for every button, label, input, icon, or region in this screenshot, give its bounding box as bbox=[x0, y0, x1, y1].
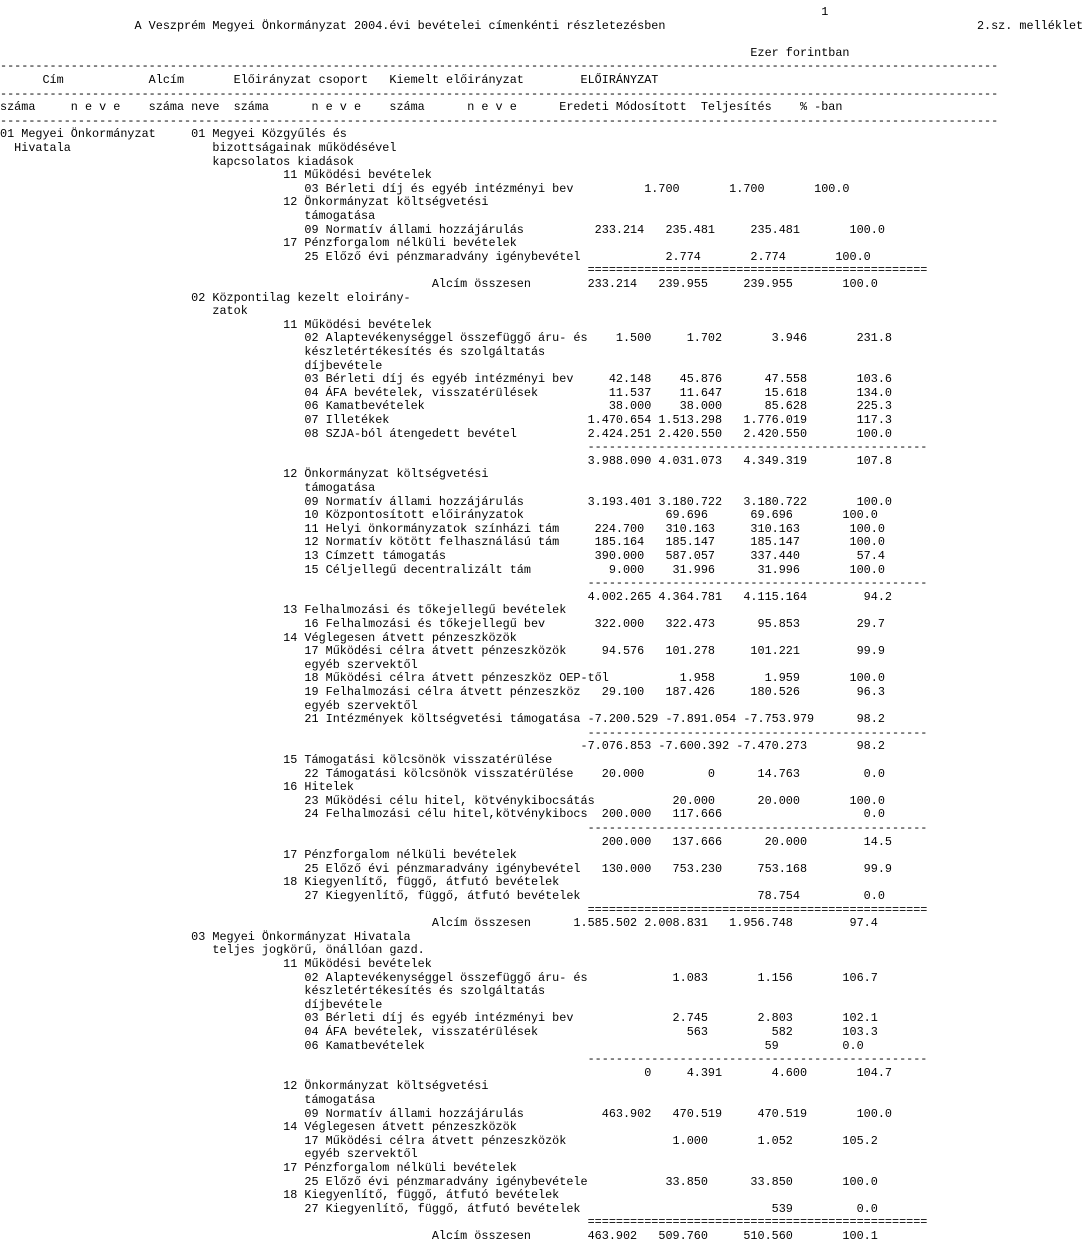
text-line: zatok bbox=[0, 304, 248, 319]
text-line: 02 Alaptevékenységgel összefüggő áru- és 1.083 1.156 106.7 bbox=[0, 970, 878, 985]
text-line: --------------------------------------------------------------------------------------------------------------------------------------------- bbox=[0, 86, 999, 101]
text-line: készletértékesítés és szolgáltatás bbox=[0, 345, 546, 359]
text-line: 23 Működési célu hitel, kötvénykibocsátás 20.000 20.000 100.0 bbox=[0, 793, 885, 808]
text-line: ================================================ bbox=[0, 263, 928, 278]
text-line: ================================================ bbox=[0, 1215, 928, 1230]
text-line: támogatása bbox=[0, 1093, 376, 1107]
text-line: 04 ÁFA bevételek, visszatérülések 563 582 103.3 bbox=[0, 1025, 878, 1039]
text-line: 14 Véglegesen átvett pénzeszközök bbox=[0, 630, 517, 645]
text-line: száma n e v e száma neve száma n e v e száma n e v e Eredeti Módosított Teljesítés % -ban bbox=[0, 100, 843, 115]
text-line: Alcím összesen 1.585.502 2.008.831 1.956.748 97.4 bbox=[0, 916, 878, 931]
text-line: támogatása bbox=[0, 209, 376, 223]
text-line: Ezer forintban bbox=[0, 45, 850, 60]
text-line: 06 Kamatbevételek 59 0.0 bbox=[0, 1038, 864, 1053]
text-line: 17 Pénzforgalom nélküli bevételek bbox=[0, 848, 517, 863]
text-line: 15 Támogatási kölcsönök visszatérülése bbox=[0, 753, 553, 767]
text-line: 17 Pénzforgalom nélküli bevételek bbox=[0, 236, 517, 251]
text-line: 09 Normatív állami hozzájárulás 463.902 470.519 470.519 100.0 bbox=[0, 1106, 892, 1121]
text-line: ------------------------------------------------ bbox=[0, 725, 928, 740]
text-line: 17 Pénzforgalom nélküli bevételek bbox=[0, 1161, 517, 1175]
text-line: 12 Önkormányzat költségvetési bbox=[0, 467, 489, 482]
text-line: 11 Működési bevételek bbox=[0, 957, 432, 971]
text-line: 27 Kiegyenlítő, függő, átfutó bevételek 539 0.0 bbox=[0, 1201, 878, 1216]
text-line: 07 Illetékek 1.470.654 1.513.298 1.776.019 117.3 bbox=[0, 413, 892, 427]
text-line: 03 Bérleti díj és egyéb intézményi bev 2.745 2.803 102.1 bbox=[0, 1011, 878, 1026]
text-line: 18 Kiegyenlítő, függő, átfutó bevételek bbox=[0, 875, 560, 890]
text-line: 16 Felhalmozási és tőkejellegű bev 322.000 322.473 95.853 29.7 bbox=[0, 617, 885, 631]
text-line: 01 Megyei Önkormányzat 01 Megyei Közgyűlés és bbox=[0, 127, 347, 142]
text-line: teljes jogkörű, önállóan gazd. bbox=[0, 943, 425, 958]
text-line: 08 SZJA-ból átengedett bevétel 2.424.251 2.420.550 2.420.550 100.0 bbox=[0, 426, 892, 441]
text-line bbox=[0, 33, 960, 47]
text-line: 0 4.391 4.600 104.7 bbox=[0, 1065, 892, 1080]
text-line: 27 Kiegyenlítő, függő, átfutó bevételek 78.754 0.0 bbox=[0, 889, 885, 903]
text-line: 25 Előző évi pénzmaradvány igénybevétel 2.774 2.774 100.0 bbox=[0, 249, 871, 264]
text-line: 02 Központilag kezelt eloirány- bbox=[0, 290, 411, 305]
text-line: ------------------------------------------------ bbox=[0, 1052, 928, 1067]
text-line: 11 Működési bevételek bbox=[0, 317, 432, 332]
text-line: 13 Címzett támogatás 390.000 587.057 337.440 57.4 bbox=[0, 549, 885, 563]
text-line: kapcsolatos kiadások bbox=[0, 154, 354, 169]
text-line: 03 Megyei Önkormányzat Hivatala bbox=[0, 929, 411, 944]
text-line: Hivatala bizottságainak működésével bbox=[0, 141, 397, 155]
text-line: 02 Alaptevékenységgel összefüggő áru- és 1.500 1.702 3.946 231.8 bbox=[0, 331, 892, 346]
text-line: ================================================ bbox=[0, 902, 928, 917]
text-line: 09 Normatív állami hozzájárulás 233.214 235.481 235.481 100.0 bbox=[0, 222, 885, 237]
text-line: ------------------------------------------------ bbox=[0, 440, 928, 455]
text-line: 11 Működési bevételek bbox=[0, 168, 432, 183]
text-line: egyéb szervektől bbox=[0, 1147, 418, 1162]
text-line: 03 Bérleti díj és egyéb intézményi bev 1.700 1.700 100.0 bbox=[0, 181, 850, 196]
text-line: 15 Céljellegű decentralizált tám 9.000 31.996 31.996 100.0 bbox=[0, 562, 885, 577]
text-line: készletértékesítés és szolgáltatás bbox=[0, 984, 546, 999]
text-line: 1 bbox=[0, 5, 829, 19]
text-line: 10 Központosított előirányzatok 69.696 69.696 100.0 bbox=[0, 508, 878, 523]
text-line: 25 Előző évi pénzmaradvány igénybevétele 33.850 33.850 100.0 bbox=[0, 1174, 878, 1189]
text-line: 03 Bérleti díj és egyéb intézményi bev 42.148 45.876 47.558 103.6 bbox=[0, 372, 892, 387]
text-line: támogatása bbox=[0, 481, 376, 495]
text-line: 06 Kamatbevételek 38.000 38.000 85.628 225.3 bbox=[0, 399, 892, 414]
text-line: --------------------------------------------------------------------------------------------------------------------------------------------- bbox=[0, 113, 999, 128]
text-line: 17 Működési célra átvett pénzeszközök 94.576 101.278 101.221 99.9 bbox=[0, 644, 885, 659]
text-line: 13 Felhalmozási és tőkejellegű bevételek bbox=[0, 603, 567, 618]
text-line: 09 Normatív állami hozzájárulás 3.193.401 3.180.722 3.180.722 100.0 bbox=[0, 494, 892, 509]
text-line: 19 Felhalmozási célra átvett pénzeszköz 29.100 187.426 180.526 96.3 bbox=[0, 685, 885, 699]
text-line: 3.988.090 4.031.073 4.349.319 107.8 bbox=[0, 453, 892, 468]
text-line: 14 Véglegesen átvett pénzeszközök bbox=[0, 1120, 517, 1135]
text-line: A Veszprém Megyei Önkormányzat 2004.évi bevételei címenkénti részletezésben 2.sz. melléklet bbox=[0, 18, 1083, 33]
text-line: 21 Intézmények költségvetési támogatása -7.200.529 -7.891.054 -7.753.979 98.2 bbox=[0, 712, 885, 727]
text-line: 04 ÁFA bevételek, visszatérülések 11.537 11.647 15.618 134.0 bbox=[0, 385, 892, 400]
text-line: 16 Hitelek bbox=[0, 780, 354, 795]
text-line: díjbevétele bbox=[0, 358, 383, 373]
text-line: --------------------------------------------------------------------------------------------------------------------------------------------- bbox=[0, 59, 999, 74]
text-line: 11 Helyi önkormányzatok színházi tám 224.700 310.163 310.163 100.0 bbox=[0, 521, 885, 536]
text-line: 25 Előző évi pénzmaradvány igénybevétel 130.000 753.230 753.168 99.9 bbox=[0, 861, 892, 876]
text-line: ------------------------------------------------ bbox=[0, 821, 928, 835]
text-line: 17 Működési célra átvett pénzeszközök 1.000 1.052 105.2 bbox=[0, 1133, 878, 1148]
text-line: egyéb szervektől bbox=[0, 698, 418, 713]
text-line: Cím Alcím Előirányzat csoport Kiemelt előirányzat ELŐIRÁNYZAT bbox=[0, 73, 659, 87]
text-line: 18 Kiegyenlítő, függő, átfutó bevételek bbox=[0, 1188, 560, 1203]
text-line: 200.000 137.666 20.000 14.5 bbox=[0, 834, 892, 849]
text-line: 18 Működési célra átvett pénzeszköz OEP-től 1.958 1.959 100.0 bbox=[0, 671, 885, 686]
text-line: Alcím összesen 233.214 239.955 239.955 100.0 bbox=[0, 277, 878, 291]
text-line: 12 Normatív kötött felhasználású tám 185.164 185.147 185.147 100.0 bbox=[0, 535, 885, 550]
text-line: -7.076.853 -7.600.392 -7.470.273 98.2 bbox=[0, 739, 885, 754]
text-line: díjbevétele bbox=[0, 997, 383, 1012]
text-line: 22 Támogatási kölcsönök visszatérülése 20.000 0 14.763 0.0 bbox=[0, 766, 885, 781]
text-line: 4.002.265 4.364.781 4.115.164 94.2 bbox=[0, 589, 892, 604]
text-line: 12 Önkormányzat költségvetési bbox=[0, 195, 489, 210]
text-line: Alcím összesen 463.902 509.760 510.560 100.1 bbox=[0, 1229, 878, 1243]
text-line: ------------------------------------------------ bbox=[0, 576, 928, 591]
text-line: 12 Önkormányzat költségvetési bbox=[0, 1079, 489, 1094]
text-line: 24 Felhalmozási célu hitel,kötvénykibocs 200.000 117.666 0.0 bbox=[0, 807, 885, 822]
text-line: egyéb szervektől bbox=[0, 657, 418, 672]
